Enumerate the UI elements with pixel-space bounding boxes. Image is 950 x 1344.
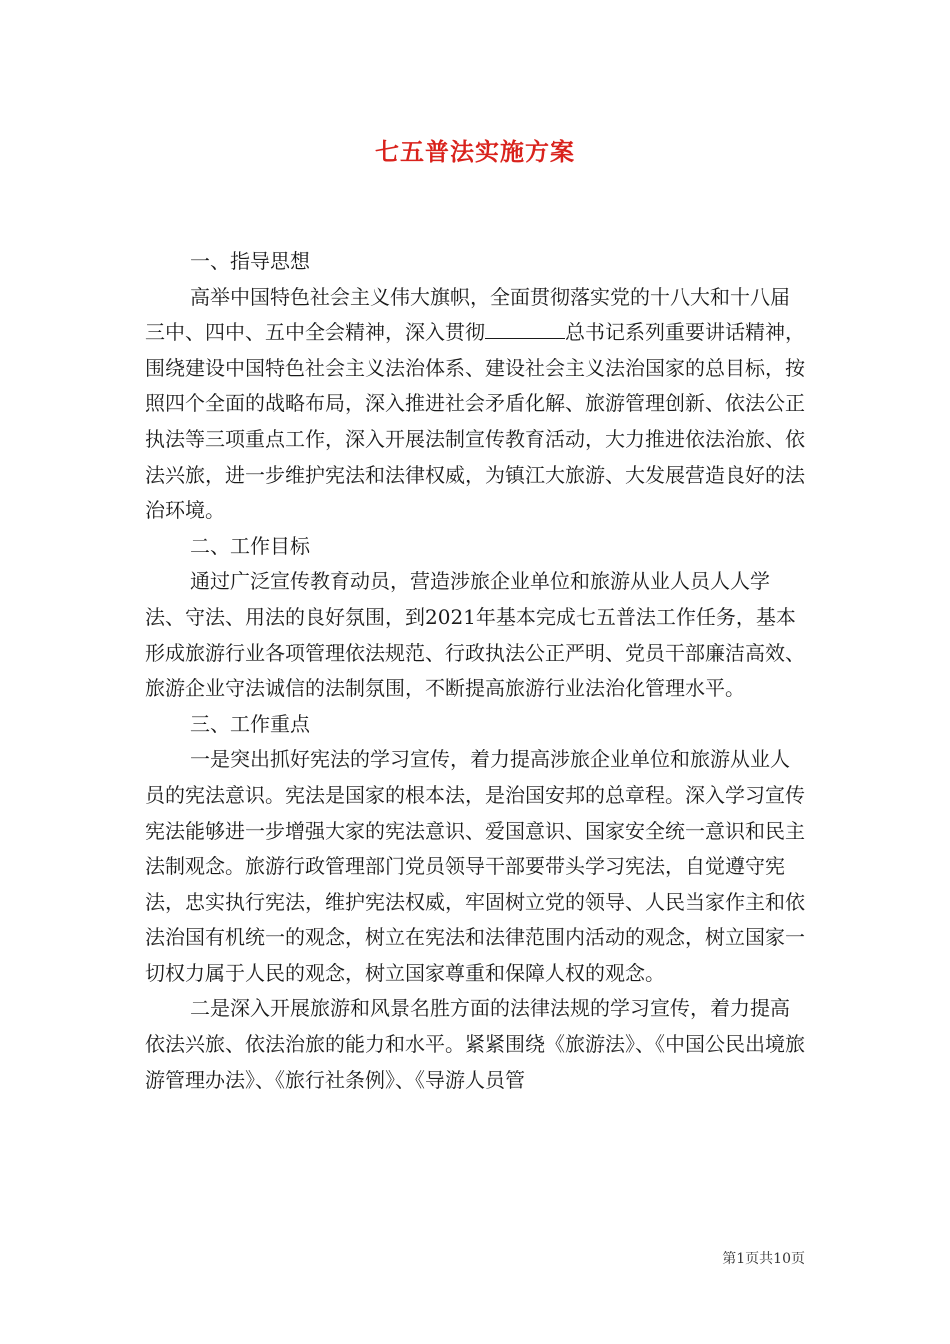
document-body <box>145 244 805 1098</box>
paragraph-work-goals: 通过广泛宣传教育动员，营造涉旅企业单位和旅游从业人员人人学法、守法、用法的良好氛围，到2021年基本完成七五普法工作任务，基本形成旅游行业各项管理依法规范、行政执法公正严明、党员干部廉洁高效、旅游企业守法诚信的法制氛围，不断提高旅游行业法治化管理水平。 <box>145 569 805 701</box>
section-heading-3: 三、工作重点 <box>190 711 310 736</box>
paragraph-text: 高举中国特色社会主义伟大旗帜，全面贯彻落实党的十八大和十八届三中、四中、五中全会精神，深入贯彻 <box>145 284 790 345</box>
page-number: 第1页共10页 <box>722 1251 805 1267</box>
section-heading-2: 二、工作目标 <box>190 533 310 558</box>
paragraph-focus-2: 二是深入开展旅游和风景名胜方面的法律法规的学习宣传，着力提高依法兴旅、依法治旅的能力和水平。紧紧围绕《旅游法》、《中国公民出境旅游管理办法》、《旅行社条例》、《导游人员管 <box>145 996 805 1092</box>
paragraph-guiding-ideology <box>145 280 805 529</box>
paragraph-focus-1: 一是突出抓好宪法的学习宣传，着力提高涉旅企业单位和旅游从业人员的宪法意识。宪法是国家的根本法，是治国安邦的总章程。深入学习宣传宪法能够进一步增强大家的宪法意识、爱国意识、国家安全统一意识和民主法制观念。旅游行政管理部门党员领导干部要带头学习宪法，自觉遵守宪法，忠实执行宪法，维护宪法权威，牢固树立党的领导、人民当家作主和依法治国有机统一的观念，树立在宪法和法律范围内活动的观念，树立国家一切权力属于人民的观念，树立国家尊重和保障人权的观念。 <box>145 747 805 985</box>
document-title: 七五普法实施方案 <box>375 137 575 166</box>
section-heading-1: 一、指导思想 <box>190 249 310 273</box>
paragraph-text: 总书记系列重要讲话精神，围绕建设中国特色社会主义法治体系、建设社会主义法治国家的总目标，按照四个全面的战略布局，深入推进社会矛盾化解、旅游管理创新、依法公正执法等三项重点工作，深入开展法制宣传教育活动，大力推进依法治旅、依法兴旅，进一步维护宪法和法律权威，为镇江大旅游、大发展营造良好的法治环境。 <box>145 320 805 523</box>
blank-fill-line <box>485 318 565 339</box>
